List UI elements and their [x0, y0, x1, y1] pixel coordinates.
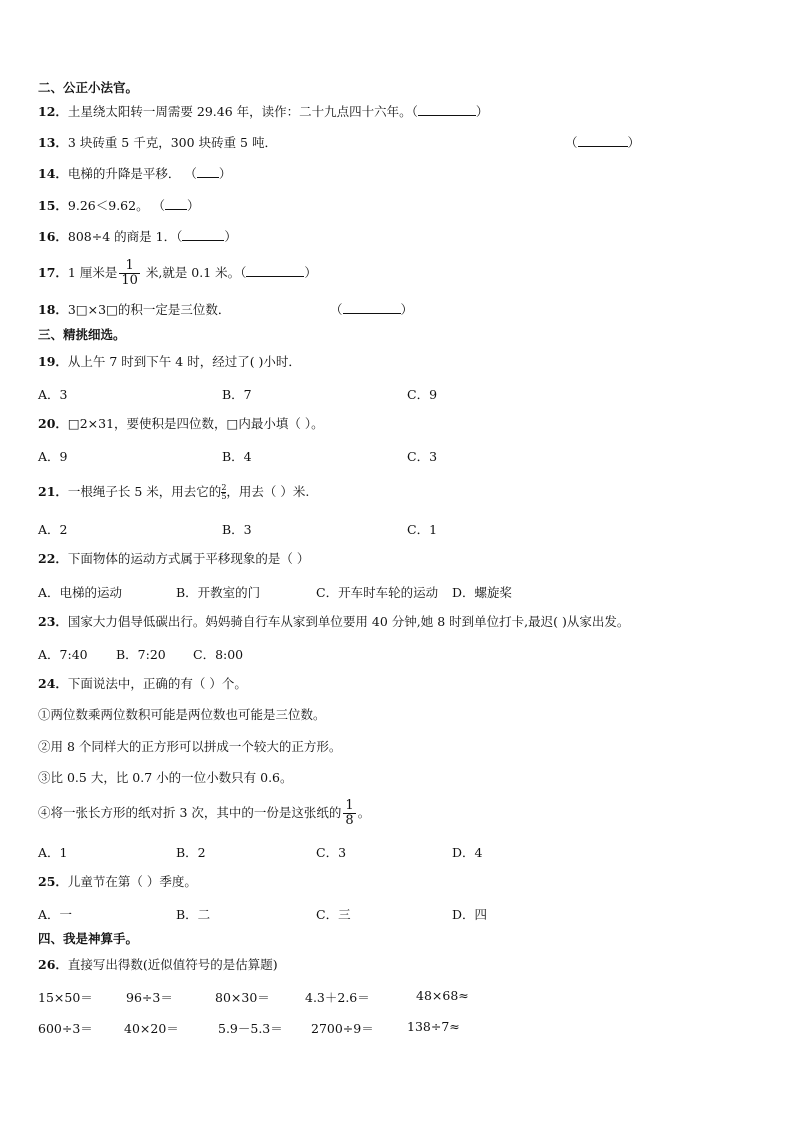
q23-option-b[interactable]: B．7:20	[116, 647, 166, 662]
calc-item: 5.9－5.3＝	[218, 1021, 283, 1036]
question-number: 26．	[38, 957, 68, 972]
question-number: 15．	[38, 198, 68, 213]
question-text: □2×31，要使积是四位数，□内最小填（ ）。	[67, 416, 324, 431]
calc-item: 138÷7≈	[407, 1019, 460, 1034]
question-text: 土星绕太阳转一周需要 29.46 年，读作：二十九点四十六年。（	[67, 104, 418, 119]
calc-item: 48×68≈	[416, 988, 469, 1003]
fraction-denominator: 10	[121, 273, 138, 288]
question-number: 17．	[38, 265, 68, 280]
question-24	[38, 676, 247, 692]
question-18-answer	[330, 302, 413, 318]
calc-item: 15×50＝	[38, 990, 93, 1005]
question-text: 下面说法中，正确的有（ ）个。	[67, 676, 247, 691]
paren-close: ）	[218, 166, 232, 181]
question-number: 18．	[38, 302, 68, 317]
answer-blank[interactable]	[197, 166, 219, 178]
q22-option-c[interactable]: C．开车时车轮的运动	[316, 585, 439, 600]
question-text: 3□×3□的积一定是三位数．	[67, 302, 231, 317]
question-number: 14．	[38, 166, 68, 181]
q21-option-c[interactable]: C．1	[407, 522, 438, 537]
question-number: 23．	[38, 614, 68, 629]
calc-item: 80×30＝	[215, 990, 270, 1005]
question-12	[38, 104, 488, 120]
fraction-numerator: 1	[345, 798, 354, 813]
fraction-numerator: 2	[221, 483, 227, 492]
question-25	[38, 874, 197, 890]
question-number: 25．	[38, 874, 68, 889]
answer-blank[interactable]	[165, 198, 187, 210]
answer-blank[interactable]	[418, 104, 476, 116]
paren-open: （	[330, 302, 343, 317]
question-13	[38, 135, 277, 151]
q24-statement-2: ②用 8 个同样大的正方形可以拼成一个较大的正方形。	[38, 739, 342, 754]
paren-close: ）	[224, 229, 237, 244]
question-number: 24．	[38, 676, 68, 691]
question-text: 808÷4 的商是 1．（	[67, 229, 183, 244]
fraction-denominator: 8	[345, 813, 354, 828]
question-20	[38, 416, 324, 432]
question-text: 下面物体的运动方式属于平移现象的是（ ）	[67, 551, 310, 566]
question-text-post: 米,就是 0.1 米。（	[141, 265, 247, 280]
answer-blank[interactable]	[343, 302, 401, 314]
q25-option-c[interactable]: C．三	[316, 907, 351, 922]
fraction	[343, 799, 355, 828]
section-heading-4: 四、我是神算手。	[38, 931, 139, 946]
calc-item: 96÷3＝	[126, 990, 173, 1005]
section-heading-3: 三、精挑细选。	[38, 327, 126, 342]
question-15	[38, 198, 200, 214]
fraction-denominator: 5	[221, 492, 227, 501]
question-17	[38, 258, 317, 288]
question-text: 直接写出得数(近似值符号的是估算题)	[67, 957, 278, 972]
paren-close: ）	[304, 265, 317, 280]
question-26	[38, 957, 278, 973]
q24-statement-4	[38, 796, 370, 830]
question-16	[38, 229, 237, 245]
section-heading-2: 二、公正小法官。	[38, 80, 139, 95]
question-number: 12．	[38, 104, 68, 119]
calc-item: 4.3＋2.6＝	[305, 990, 370, 1005]
q22-option-a[interactable]: A．电梯的运动	[38, 585, 123, 600]
question-text: 3 块砖重 5 千克，300 块砖重 5 吨．	[67, 135, 277, 150]
q24-option-c[interactable]: C．3	[316, 845, 347, 860]
q19-option-b[interactable]: B．7	[222, 387, 252, 402]
q24-statement-1: ①两位数乘两位数积可能是两位数也可能是三位数。	[38, 707, 326, 722]
question-text: 电梯的升降是平移． （	[67, 166, 197, 181]
q25-option-d[interactable]: D．四	[452, 907, 488, 922]
question-text: 儿童节在第（ ）季度。	[67, 874, 197, 889]
paren-close: ）	[187, 198, 200, 213]
calc-item: 600÷3＝	[38, 1021, 93, 1036]
paren-close: ）	[400, 302, 414, 317]
paren-close: ）	[627, 135, 641, 150]
answer-blank[interactable]	[182, 229, 224, 241]
question-number: 19．	[38, 354, 68, 369]
q20-option-a[interactable]: A．9	[38, 449, 68, 464]
question-text: 国家大力倡导低碳出行。妈妈骑自行车从家到单位要用 40 分钟,她 8 时到单位打卡,最迟( )从家出发。	[67, 614, 630, 629]
q20-option-b[interactable]: B．4	[222, 449, 252, 464]
question-21	[38, 482, 309, 502]
question-text-pre: 1 厘米是	[67, 265, 118, 280]
q24-option-b[interactable]: B．2	[176, 845, 206, 860]
calc-item: 2700÷9＝	[311, 1021, 374, 1036]
answer-blank[interactable]	[578, 135, 628, 147]
question-22	[38, 551, 309, 567]
question-23	[38, 614, 629, 630]
question-text-pre: 一根绳子长 5 米，用去它的	[67, 484, 222, 499]
paren-open: （	[565, 135, 578, 150]
statement-text-post: 。	[357, 805, 371, 820]
question-number: 13．	[38, 135, 68, 150]
question-19	[38, 354, 301, 370]
question-13-answer	[565, 135, 640, 151]
q19-option-c[interactable]: C．9	[407, 387, 438, 402]
question-number: 21．	[38, 484, 68, 499]
q19-option-a[interactable]: A．3	[38, 387, 68, 402]
question-14	[38, 166, 231, 182]
question-text: 9.26＜9.62。 （	[67, 198, 166, 213]
q22-option-d[interactable]: D．螺旋桨	[452, 585, 513, 600]
fraction-numerator: 1	[119, 259, 140, 274]
q24-option-d[interactable]: D．4	[452, 845, 483, 860]
q25-option-b[interactable]: B．二	[176, 907, 211, 922]
q21-option-b[interactable]: B．3	[222, 522, 252, 537]
q23-option-a[interactable]: A．7:40	[38, 647, 88, 662]
question-text-post: ，用去（ ）米.	[226, 484, 310, 499]
question-number: 22．	[38, 551, 68, 566]
q25-option-a[interactable]: A．一	[38, 907, 73, 922]
q24-statement-3: ③比 0.5 大，比 0.7 小的一位小数只有 0.6。	[38, 770, 293, 785]
q21-option-a[interactable]: A．2	[38, 522, 68, 537]
paren-close: ）	[475, 104, 489, 119]
calc-item: 40×20＝	[124, 1021, 179, 1036]
question-number: 16．	[38, 229, 68, 244]
q20-option-c[interactable]: C．3	[407, 449, 438, 464]
question-18	[38, 302, 230, 318]
statement-text-pre: ④将一张长方形的纸对折 3 次，其中的一份是这张纸的	[38, 805, 342, 820]
question-text: 从上午 7 时到下午 4 时，经过了( )小时．	[67, 354, 301, 369]
fraction	[119, 259, 140, 288]
answer-blank[interactable]	[246, 265, 304, 277]
q24-option-a[interactable]: A．1	[38, 845, 68, 860]
question-number: 20．	[38, 416, 68, 431]
q23-option-c[interactable]: C．8:00	[193, 647, 244, 662]
q22-option-b[interactable]: B．开教室的门	[176, 585, 261, 600]
